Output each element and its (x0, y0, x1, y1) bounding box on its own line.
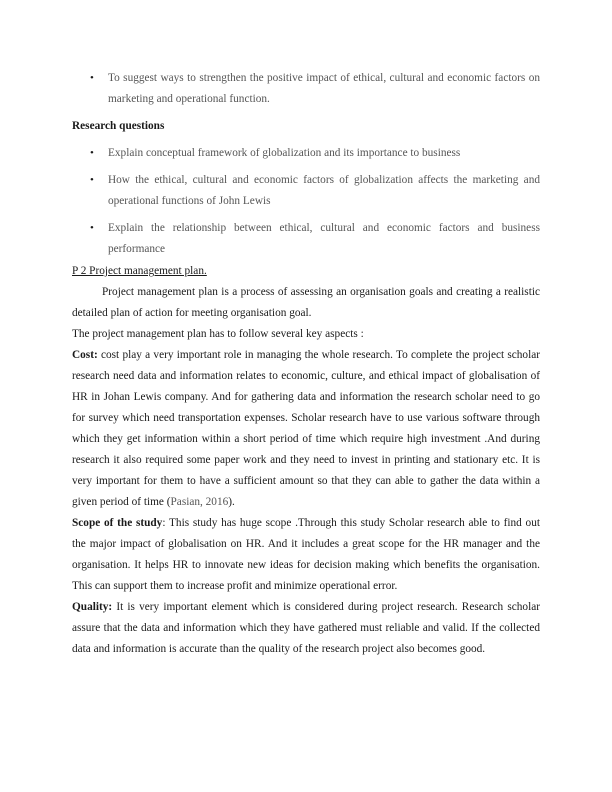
citation: Pasian, 2016 (170, 496, 229, 508)
objective-text: To suggest ways to strengthen the positive impact of ethical, cultural and economic factors on marketing and operational function. (108, 72, 540, 105)
bullet-icon: • (90, 72, 94, 84)
quality-paragraph (72, 597, 540, 660)
cost-end: ). (228, 496, 235, 508)
cost-label: Cost: (72, 349, 98, 361)
list-item (72, 170, 540, 212)
research-questions-heading: Research questions (72, 120, 165, 132)
research-question-text: Explain the relationship between ethical, cultural and economic factors and business performance (108, 222, 540, 255)
bullet-icon: • (90, 222, 94, 234)
quality-label: Quality: (72, 601, 113, 613)
bullet-icon: • (90, 174, 94, 186)
scope-label: Scope of the study (72, 517, 163, 529)
section-heading-p2: P 2 Project management plan. (72, 265, 207, 277)
research-question-text: Explain conceptual framework of globalization and its importance to business (108, 147, 461, 159)
list-item (72, 143, 540, 164)
list-item (72, 218, 540, 260)
scope-text: : This study has huge scope .Through this study Scholar research able to find out the major impact of globalisation on HR. And it includes a great scope for the HR manager and the organisation. It helps HR to innovate new ideas for decision making which benefits the organisation. This can support them to increase profit and minimize operational error. (72, 517, 540, 592)
research-questions-list (72, 143, 540, 260)
intro-paragraph: Project management plan is a process of assessing an organisation goals and creating a realistic detailed plan of action for meeting organisation goal. (72, 286, 540, 319)
objective-list (72, 68, 540, 110)
cost-text: cost play a very important role in managing the whole research. To complete the project scholar research need data and information relates to economic, culture, and ethical impact of globalisation of HR in Johan Lewis company. And for gathering data and information the research scholar need to go for survey which need transportation expenses. Scholar research have to use various software through which they get information within a short period of time which require high investment .And during research it also required some paper work and they need to invest in printing and stationary etc. It is very important for them to have a sufficient amount so that they can able to gather the data within a given period of time ( (72, 349, 540, 508)
bullet-icon: • (90, 147, 94, 159)
list-item (72, 68, 540, 110)
cost-paragraph (72, 345, 540, 513)
quality-text: It is very important element which is considered during project research. Research scholar assure that the data and information which they have gathered must reliable and valid. If the collected data and information is accurate than the quality of the research project also becomes good. (72, 601, 540, 655)
scope-paragraph (72, 513, 540, 597)
aspects-line: The project management plan has to follow several key aspects : (72, 328, 364, 340)
research-question-text: How the ethical, cultural and economic factors of globalization affects the marketing and operational functions of John Lewis (108, 174, 540, 207)
document-page (72, 0, 540, 660)
